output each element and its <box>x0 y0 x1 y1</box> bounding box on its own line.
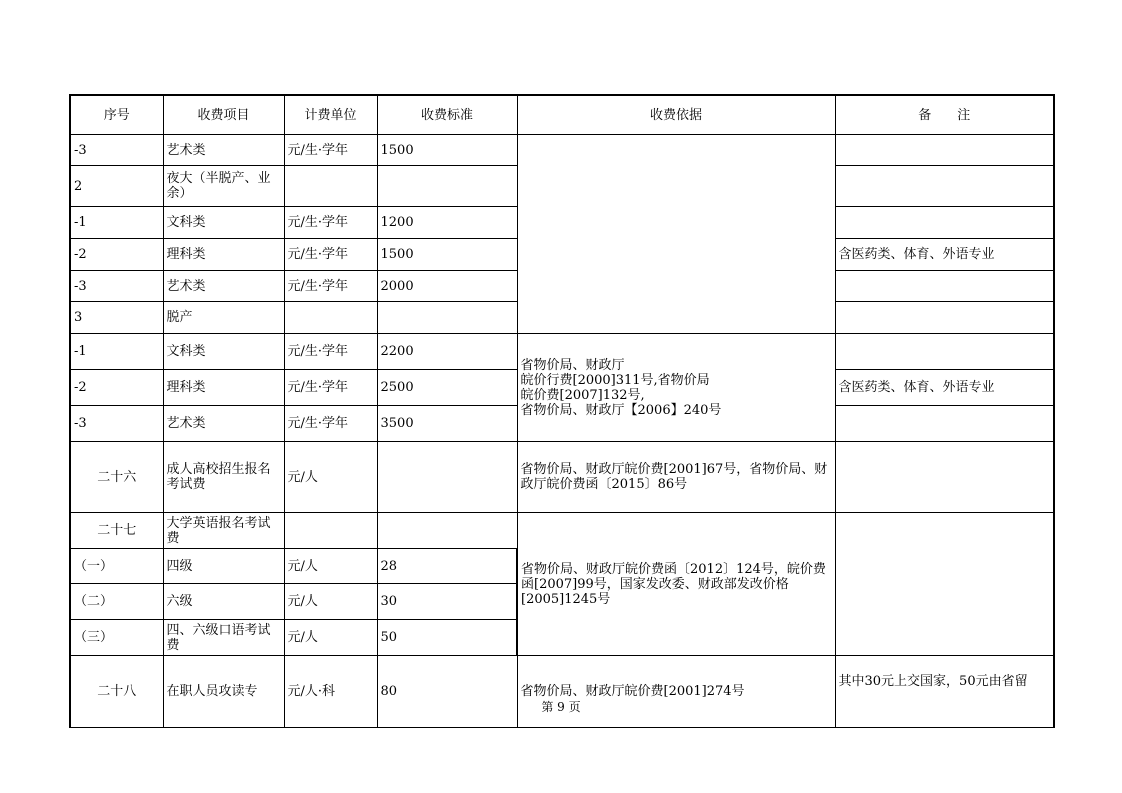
cell-seq: -1 <box>70 334 163 370</box>
cell-seq: 3 <box>70 302 163 334</box>
cell-unit <box>284 513 377 549</box>
cell-standard <box>377 166 517 207</box>
header-standard: 收费标准 <box>377 95 517 135</box>
cell-note <box>835 302 1054 334</box>
cell-unit: 元/人 <box>284 584 377 620</box>
cell-basis: 省物价局、财政厅皖价费[2001]67号，省物价局、财政厅皖价费函〔2015〕86号 <box>517 442 835 513</box>
header-note: 备 注 <box>835 95 1054 135</box>
cell-standard: 2000 <box>377 271 517 302</box>
cell-item: 成人高校招生报名考试费 <box>163 442 284 513</box>
cell-standard <box>377 513 517 549</box>
cell-item: 文科类 <box>163 207 284 239</box>
cell-seq: -2 <box>70 239 163 271</box>
cell-seq: （二） <box>70 584 163 620</box>
table-row <box>70 442 1054 513</box>
header-seq: 序号 <box>70 95 163 135</box>
cell-unit: 元/人 <box>284 442 377 513</box>
cell-note <box>835 207 1054 239</box>
header-item: 收费项目 <box>163 95 284 135</box>
table-header-row <box>70 95 1054 135</box>
cell-seq: 二十六 <box>70 442 163 513</box>
cell-unit: 元/生·学年 <box>284 334 377 370</box>
table-row <box>70 334 1054 370</box>
table-row <box>70 135 1054 166</box>
cell-seq: -1 <box>70 207 163 239</box>
header-basis: 收费依据 <box>517 95 835 135</box>
cell-item: 艺术类 <box>163 406 284 442</box>
cell-standard: 3500 <box>377 406 517 442</box>
cell-basis-empty <box>517 135 835 334</box>
cell-unit: 元/生·学年 <box>284 370 377 406</box>
cell-note: 含医药类、体育、外语专业 <box>835 239 1054 271</box>
cell-seq: 2 <box>70 166 163 207</box>
cell-standard: 28 <box>377 549 517 584</box>
cell-unit <box>284 166 377 207</box>
cell-note <box>835 406 1054 442</box>
table-row <box>70 513 1054 549</box>
cell-item: 四级 <box>163 549 284 584</box>
cell-seq: （一） <box>70 549 163 584</box>
header-unit: 计费单位 <box>284 95 377 135</box>
cell-standard <box>377 442 517 513</box>
cell-unit: 元/人 <box>284 549 377 584</box>
cell-item: 艺术类 <box>163 271 284 302</box>
cell-note <box>835 442 1054 513</box>
cell-standard <box>377 302 517 334</box>
page-number: 第 9 页 <box>541 700 581 714</box>
cell-item: 脱产 <box>163 302 284 334</box>
cell-unit: 元/人 <box>284 620 377 656</box>
cell-note <box>835 334 1054 370</box>
cell-standard: 1200 <box>377 207 517 239</box>
cell-unit: 元/生·学年 <box>284 406 377 442</box>
cell-note: 含医药类、体育、外语专业 <box>835 370 1054 406</box>
cell-standard: 50 <box>377 620 517 656</box>
cell-basis: 省物价局、财政厅皖价费函〔2012〕124号，皖价费函[2007]99号，国家发改委、财政部发改价格[2005]1245号 <box>517 513 835 656</box>
cell-standard: 30 <box>377 584 517 620</box>
fee-table <box>69 94 1055 728</box>
cell-standard: 2200 <box>377 334 517 370</box>
cell-item: 夜大（半脱产、业余） <box>163 166 284 207</box>
cell-seq: -2 <box>70 370 163 406</box>
cell-item: 六级 <box>163 584 284 620</box>
cell-seq: 二十七 <box>70 513 163 549</box>
cell-unit: 元/生·学年 <box>284 239 377 271</box>
table-row <box>70 656 1054 728</box>
cell-standard: 1500 <box>377 135 517 166</box>
cell-basis: 省物价局、财政厅 皖价行费[2000]311号,省物价局 皖价费[2007]132号, 省物价局、财政厅【2006】240号 <box>517 334 835 442</box>
cell-seq: -3 <box>70 271 163 302</box>
cell-standard: 1500 <box>377 239 517 271</box>
cell-note <box>835 513 1054 656</box>
cell-item: 四、六级口语考试费 <box>163 620 284 656</box>
cell-seq: （三） <box>70 620 163 656</box>
cell-item: 艺术类 <box>163 135 284 166</box>
cell-item: 理科类 <box>163 239 284 271</box>
cell-unit: 元/生·学年 <box>284 135 377 166</box>
cell-standard: 2500 <box>377 370 517 406</box>
cell-standard: 80 <box>377 656 517 728</box>
cell-note <box>835 271 1054 302</box>
fee-table-region <box>69 94 1053 699</box>
cell-note <box>835 166 1054 207</box>
cell-item: 理科类 <box>163 370 284 406</box>
cell-note <box>835 135 1054 166</box>
cell-unit: 元/人·科 <box>284 656 377 728</box>
cell-unit: 元/生·学年 <box>284 207 377 239</box>
cell-unit <box>284 302 377 334</box>
cell-seq: -3 <box>70 135 163 166</box>
cell-note: 其中30元上交国家，50元由省留 <box>835 656 1054 728</box>
cell-seq: -3 <box>70 406 163 442</box>
cell-basis: 省物价局、财政厅皖价费[2001]274号 <box>517 656 835 728</box>
cell-item: 文科类 <box>163 334 284 370</box>
cell-item: 大学英语报名考试费 <box>163 513 284 549</box>
cell-unit: 元/生·学年 <box>284 271 377 302</box>
cell-seq: 二十八 <box>70 656 163 728</box>
cell-item: 在职人员攻读专 <box>163 656 284 728</box>
